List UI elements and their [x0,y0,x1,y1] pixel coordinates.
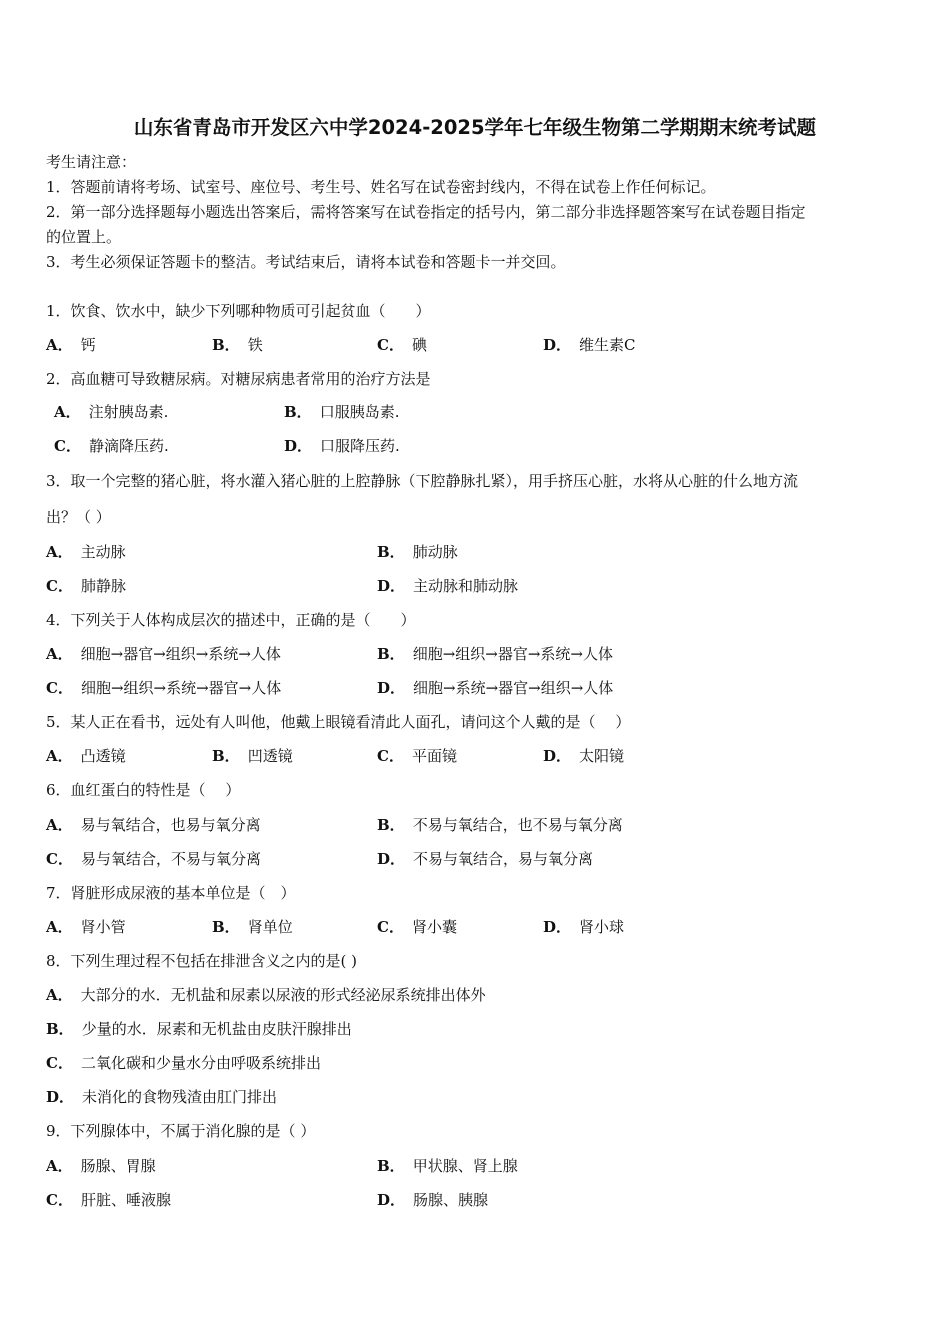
question-stem-cont: 出？（ ） [46,508,111,526]
option-c: C． 细胞→组织→系统→器官→人体 [46,679,282,697]
option-c: C． 易与氧结合，不易与氧分离 [46,850,261,868]
notice-heading: 考生请注意： [46,153,137,171]
option-c: C． 碘 [377,336,427,354]
notice-item: 3．考生必须保证答题卡的整洁。考试结束后，请将本试卷和答题卡一并交回。 [46,253,566,271]
question-stem: 3．取一个完整的猪心脏，将水灌入猪心脏的上腔静脉（下腔静脉扎紧），用手挤压心脏，水将从心脏的什么地方流 [46,472,799,490]
option-a: A． 肾小管 [46,918,126,936]
question-stem: 7．肾脏形成尿液的基本单位是（ ） [46,884,296,902]
question-stem: 9．下列腺体中，不属于消化腺的是（ ） [46,1122,316,1140]
question-stem: 6．血红蛋白的特性是（ ） [46,781,241,799]
option-d: D． 不易与氧结合，易与氧分离 [377,850,594,868]
option-a: A． 钙 [46,336,96,354]
notice-item: 1．答题前请将考场、试室号、座位号、考生号、姓名写在试卷密封线内，不得在试卷上作任何标记。 [46,178,716,196]
option-a: A． 肠腺、胃腺 [46,1157,156,1175]
option-c: C． 平面镜 [377,747,457,765]
option-d: D． 肠腺、胰腺 [377,1191,489,1209]
option-b: B． 少量的水．尿素和无机盐由皮肤汗腺排出 [46,1020,352,1038]
question-stem: 5．某人正在看书，远处有人叫他，他戴上眼镜看清此人面孔，请问这个人戴的是（ ） [46,713,631,731]
option-d: D． 肾小球 [543,918,625,936]
notice-item: 的位置上。 [46,228,122,246]
option-d: D． 维生素C [543,336,636,354]
option-c: C． 静滴降压药. [54,437,169,455]
option-b: B． 细胞→组织→器官→系统→人体 [377,645,613,663]
option-b: B． 肺动脉 [377,543,458,561]
option-a: A． 主动脉 [46,543,126,561]
option-b: B． 甲状腺、肾上腺 [377,1157,518,1175]
option-a: A． 大部分的水．无机盐和尿素以尿液的形式经泌尿系统排出体外 [46,986,486,1004]
question-stem: 4．下列关于人体构成层次的描述中，正确的是（ ） [46,611,416,629]
option-a: A． 易与氧结合，也易与氧分离 [46,816,261,834]
question-stem: 8．下列生理过程不包括在排泄含义之内的是( ) [46,952,358,970]
option-a: A． 注射胰岛素. [54,403,169,421]
page-title: 山东省青岛市开发区六中学2024-2025学年七年级生物第二学期期末统考试题 [133,116,817,139]
option-c: C． 肝脏、唾液腺 [46,1191,171,1209]
option-c: C． 二氧化碳和少量水分由呼吸系统排出 [46,1054,321,1072]
option-d: D． 口服降压药. [284,437,400,455]
question-stem: 2．高血糖可导致糖尿病。对糖尿病患者常用的治疗方法是 [46,370,431,388]
option-c: C． 肾小囊 [377,918,457,936]
option-d: D． 细胞→系统→器官→组织→人体 [377,679,614,697]
option-d: D． 主动脉和肺动脉 [377,577,519,595]
option-a: A． 凸透镜 [46,747,126,765]
option-b: B． 肾单位 [212,918,293,936]
option-b: B． 铁 [212,336,263,354]
question-stem: 1．饮食、饮水中，缺少下列哪种物质可引起贫血（ ） [46,302,431,320]
option-a: A． 细胞→器官→组织→系统→人体 [46,645,281,663]
option-c: C． 肺静脉 [46,577,126,595]
option-d: D． 未消化的食物残渣由肛门排出 [46,1088,278,1106]
notice-item: 2．第一部分选择题每小题选出答案后，需将答案写在试卷指定的括号内，第二部分非选择题答案写在试卷题目指定 [46,203,806,221]
option-b: B． 口服胰岛素. [284,403,400,421]
option-d: D． 太阳镜 [543,747,625,765]
option-b: B． 不易与氧结合，也不易与氧分离 [377,816,623,834]
option-b: B． 凹透镜 [212,747,293,765]
